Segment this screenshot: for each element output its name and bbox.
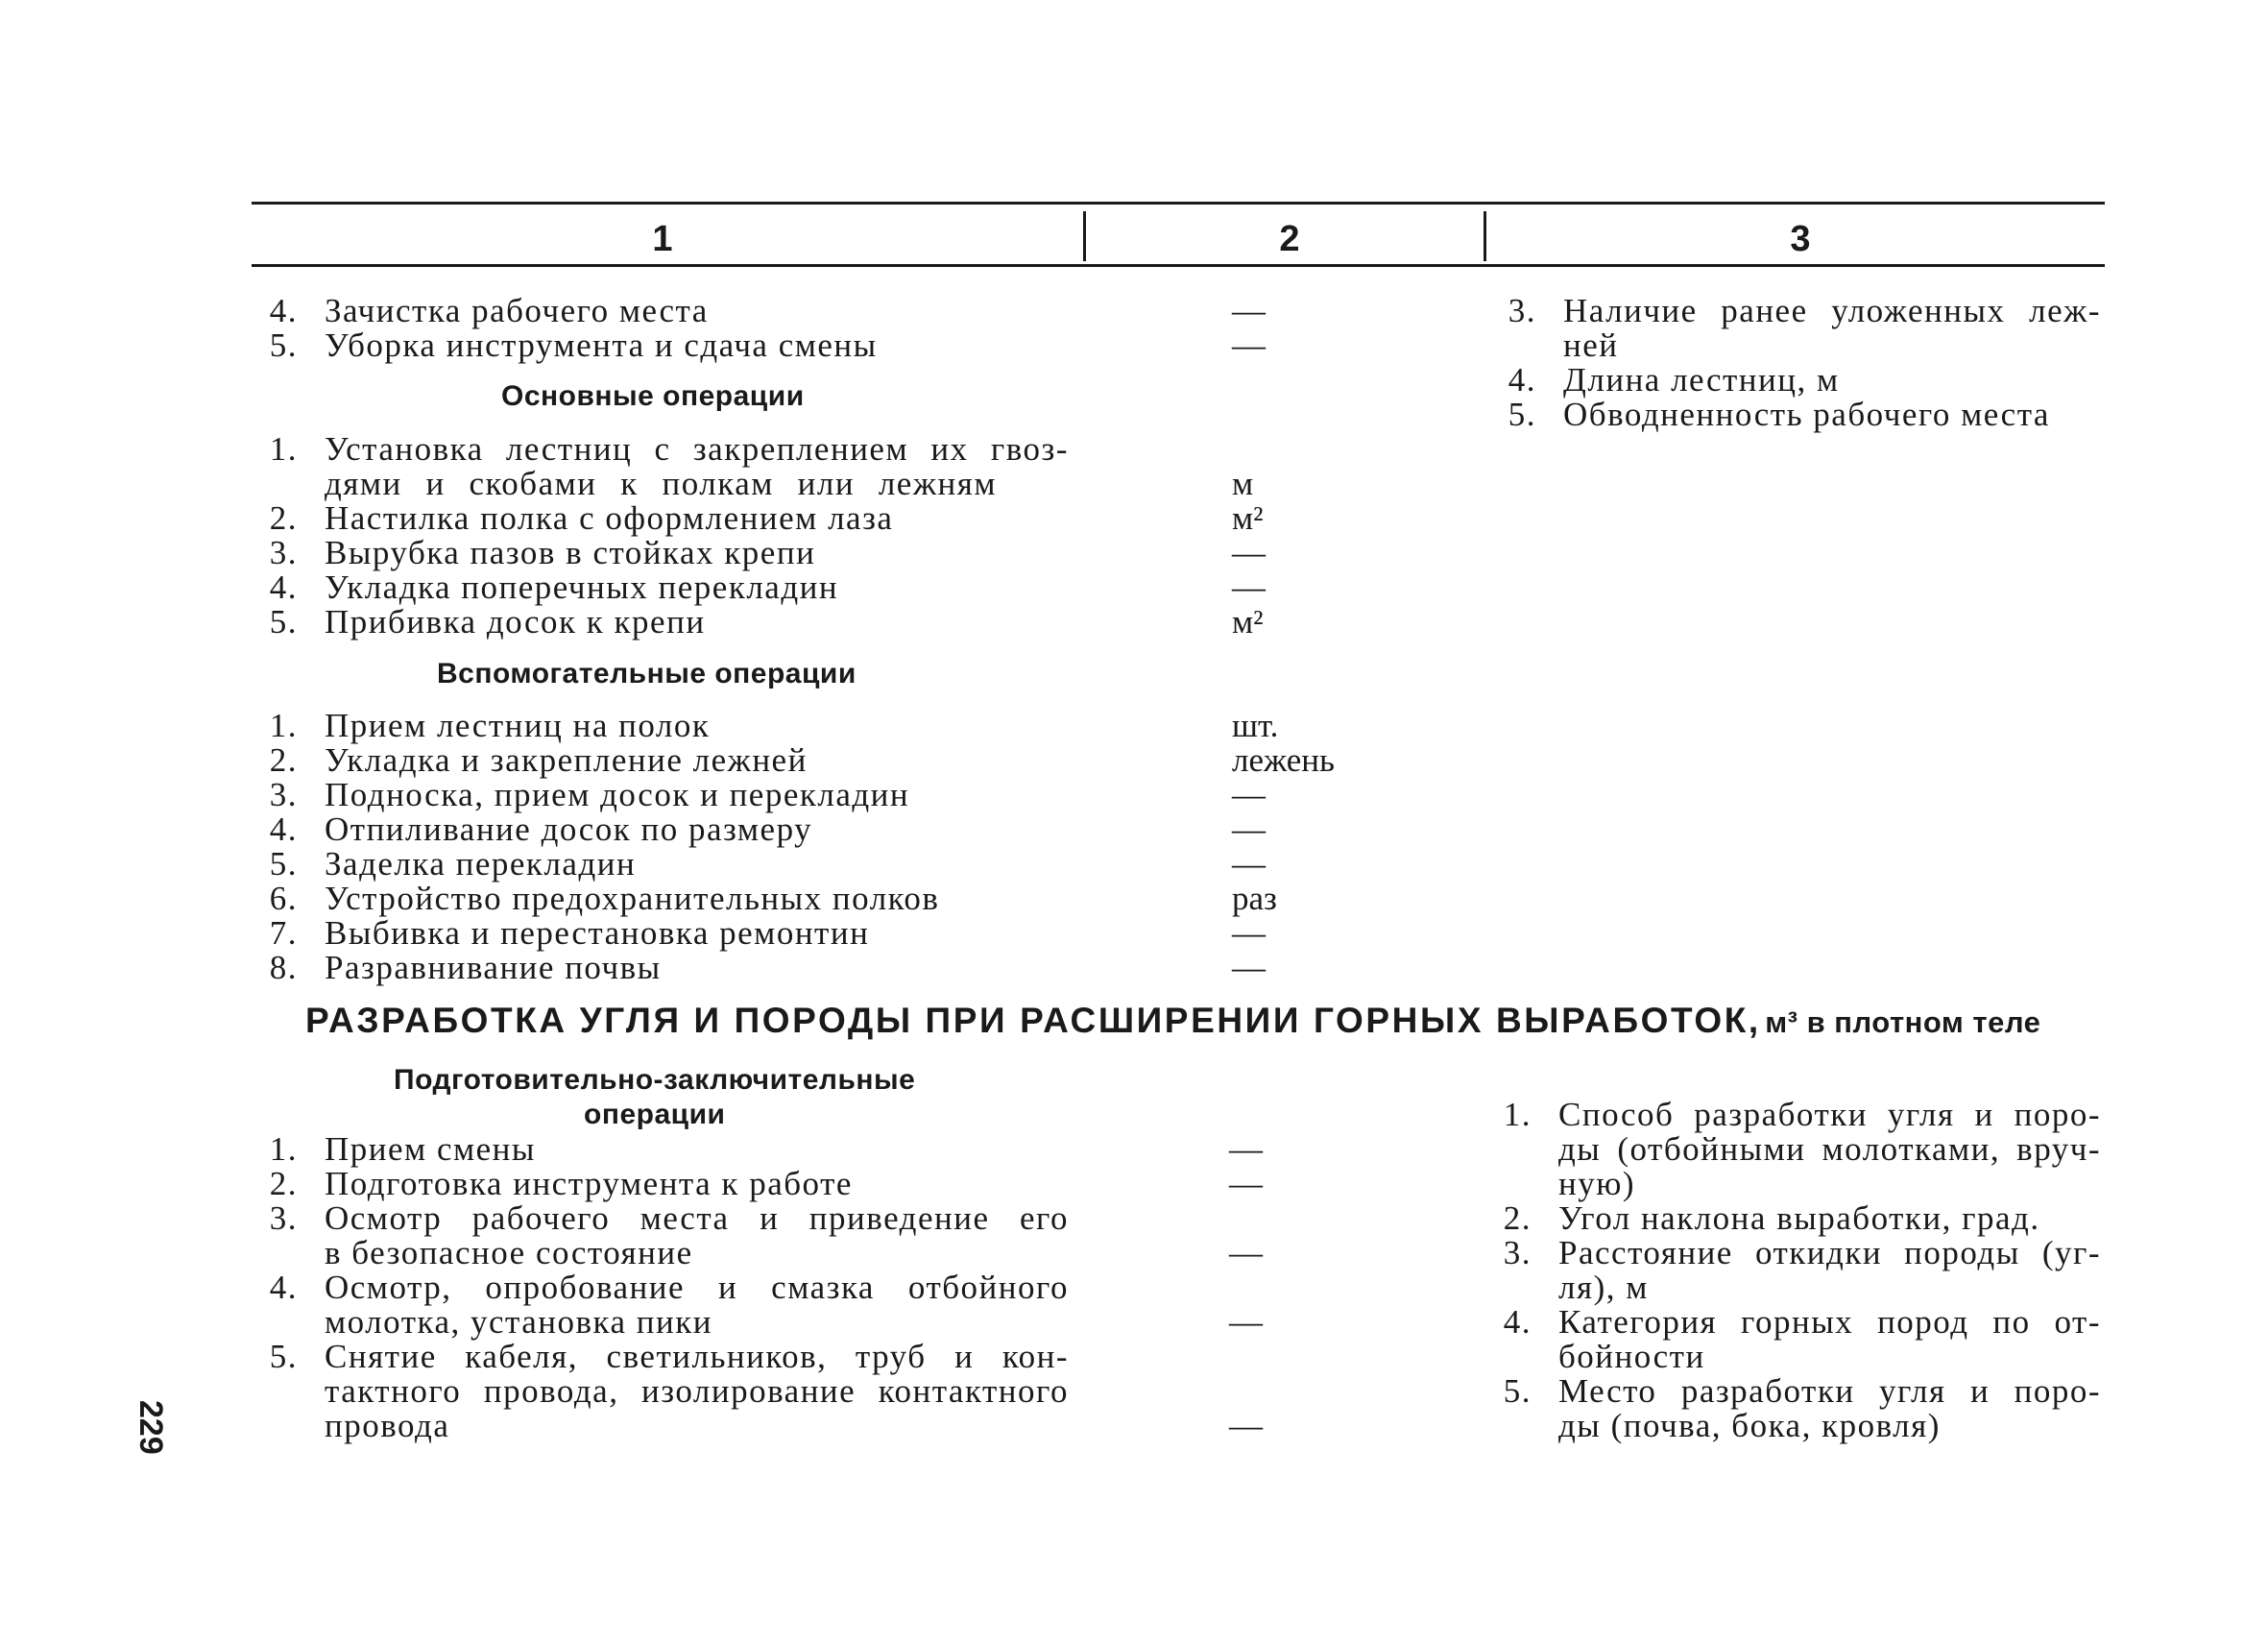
- unit-value: раз: [1232, 880, 1277, 917]
- list-item: 5. Снятие кабеля, светильников, труб и кон- тактного провода, изолирование контактного провода: [269, 1338, 1069, 1444]
- unit-value: м²: [1232, 499, 1264, 537]
- unit-value: шт.: [1232, 707, 1279, 744]
- section-heading-aux-operations: Вспомогательные операции: [437, 658, 857, 689]
- unit-value: —: [1232, 914, 1266, 952]
- unit-value: —: [1232, 292, 1266, 329]
- list-item: 4. Осмотр, опробование и смазка отбойного молотка, установка пики: [269, 1269, 1069, 1341]
- list-item: 1. Установка лестниц с закреплением их гвоз- дями и скобами к полкам или лежням: [269, 430, 1069, 502]
- unit-value: —: [1232, 845, 1266, 883]
- table-top-rule: [252, 202, 2105, 205]
- unit-value: —: [1232, 810, 1266, 848]
- unit-value: м²: [1232, 603, 1264, 641]
- section-heading-prep-operations-line1: Подготовительно-заключительные: [394, 1064, 916, 1096]
- unit-value: —: [1232, 534, 1266, 571]
- factor-item: 3. Наличие ранее уложенных леж- ней: [1508, 292, 2101, 364]
- factor-item: 3. Расстояние откидки породы (уг- ля), м: [1503, 1234, 2101, 1306]
- column-divider-1: [1083, 211, 1086, 261]
- section-title: РАЗРАБОТКА УГЛЯ И ПОРОДЫ ПРИ РАСШИРЕНИИ ГОРНЫХ ВЫРАБОТОК, м³ в плотном теле: [305, 1001, 2041, 1040]
- unit-value: —: [1229, 1303, 1263, 1341]
- column-divider-2: [1484, 211, 1486, 261]
- page-number: 229: [133, 1400, 169, 1455]
- column-header-2: 2: [1279, 219, 1300, 259]
- column-header-1: 1: [652, 219, 673, 259]
- unit-value: лежень: [1232, 741, 1335, 779]
- factor-item: 5. Место разработки угля и поро- ды (почва, бока, кровля): [1503, 1372, 2101, 1444]
- unit-value: —: [1229, 1407, 1263, 1444]
- unit-value: —: [1232, 327, 1266, 364]
- list-item: 3. Осмотр рабочего места и приведение его в безопасное состояние: [269, 1199, 1069, 1271]
- section-heading-main-operations: Основные операции: [501, 380, 805, 412]
- column-header-3: 3: [1790, 219, 1811, 259]
- unit-value: —: [1229, 1234, 1263, 1271]
- factor-item: 4. Категория горных пород по от- бойности: [1503, 1303, 2101, 1375]
- section-heading-prep-operations-line2: операции: [584, 1099, 726, 1130]
- table-header-bottom-rule: [252, 264, 2105, 267]
- unit-value: —: [1229, 1165, 1263, 1202]
- unit-value: —: [1232, 949, 1266, 986]
- unit-value: м: [1232, 465, 1254, 502]
- unit-value: —: [1229, 1130, 1263, 1168]
- unit-value: —: [1232, 776, 1266, 813]
- factor-item: 1. Способ разработки угля и поро- ды (отбойными молотками, вруч- ную): [1503, 1096, 2101, 1202]
- unit-value: —: [1232, 568, 1266, 606]
